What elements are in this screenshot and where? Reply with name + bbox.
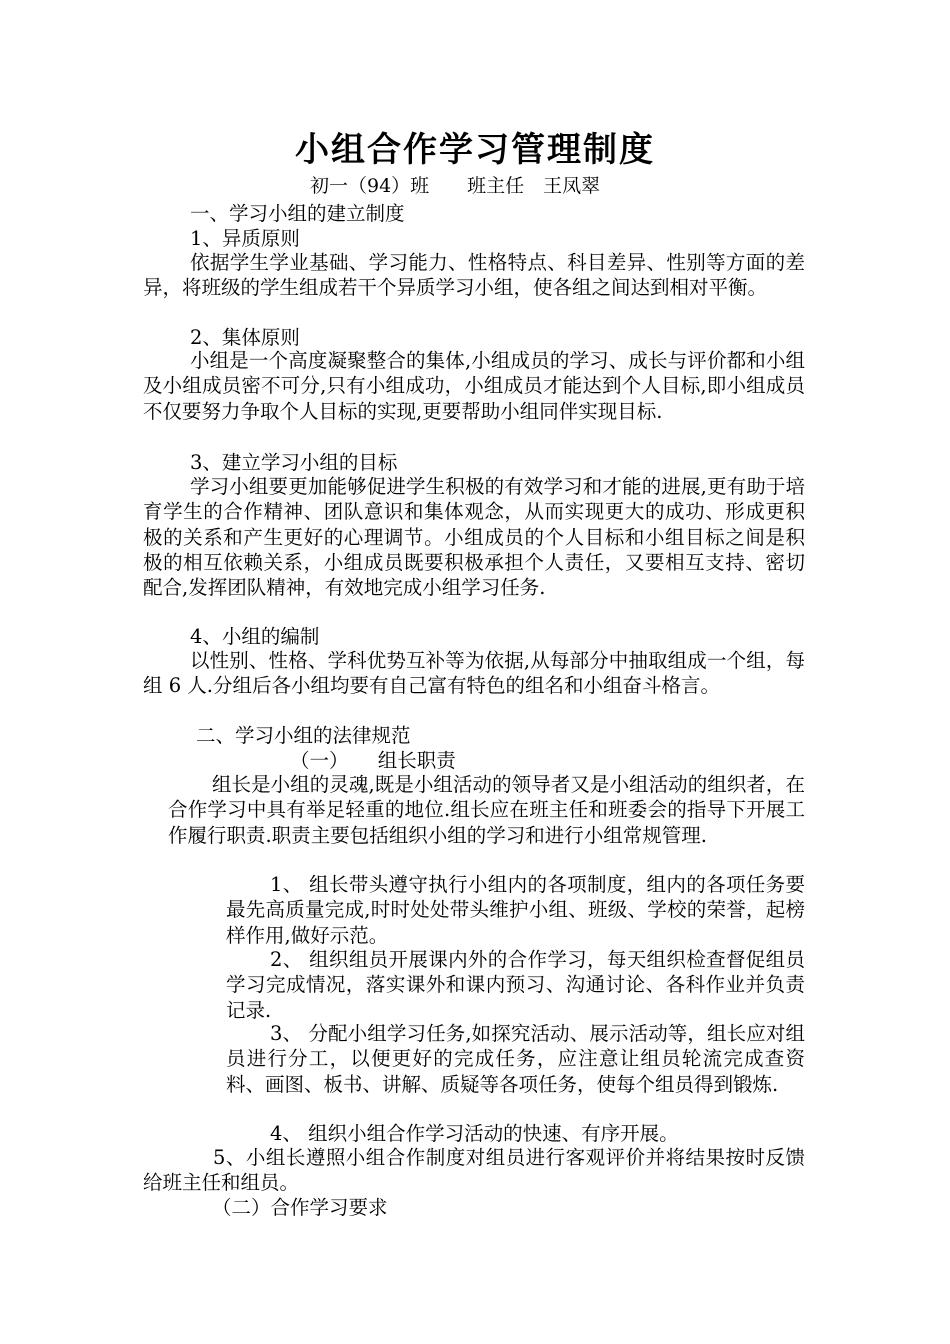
section2-heading: 二、学习小组的法律规范 xyxy=(196,724,411,747)
sub1-text: 组长是小组的灵魂,既是小组活动的领导者又是小组活动的组织者，在合作学习中具有举足轻重的地位.组长应在班主任和班委会的指导下开展工作履行职责.职责主要包括组织小组的学习和进行小组常规管理. xyxy=(168,773,805,847)
sub2-heading: （二）合作学习要求 xyxy=(212,1196,388,1219)
duty-item-1: 1、 组长带头遵守执行小组内的各项制度，组内的各项任务要最先高质量完成,时时处处带头维护小组、班级、学校的荣誉，起榜样作用,做好示范。 xyxy=(226,873,805,947)
section1-heading: 一、学习小组的建立制度 xyxy=(190,202,405,225)
s1-item1-text: 依据学生学业基础、学习能力、性格特点、科目差异、性别等方面的差异，将班级的学生组成若干个异质学习小组，使各组之间达到相对平衡。 xyxy=(143,251,805,300)
s1-item2-text: 小组是一个高度凝聚整合的集体,小组成员的学习、成长与评价都和小组及小组成员密不可分,只有小组成功，小组成员才能达到个人目标,即小组成员不仅要努力争取个人目标的实现,更要帮助小组同伴实现目标. xyxy=(143,349,805,423)
duty-item-3: 3、 分配小组学习任务,如探究活动、展示活动等，组长应对组员进行分工，以便更好的完成任务，应注意让组员轮流完成查资料、画图、板书、讲解、质疑等各项任务，使每个组员得到锻炼. xyxy=(226,1022,805,1096)
s1-item3-heading: 3、建立学习小组的目标 xyxy=(190,451,398,474)
duty-item-2: 2、 组织组员开展课内外的合作学习，每天组织检查督促组员学习完成情况，落实课外和课内预习、沟通讨论、各科作业并负责记录. xyxy=(226,948,805,1022)
s1-item1-heading: 1、异质原则 xyxy=(190,227,300,250)
s1-item3-text: 学习小组要更加能够促进学生积极的有效学习和才能的进展,更有助于培育学生的合作精神、团队意识和集体观念，从而实现更大的成功、形成更积极的关系和产生更好的心理调节。小组成员的个人目标和小组目标之间是积极的相互依赖关系，小组成员既要积极承担个人责任，又要相互支持、密切配合,发挥团队精神，有效地完成小组学习任务. xyxy=(143,475,805,600)
s1-item4-text: 以性别、性格、学科优势互补等为依据,从每部分中抽取组成一个组，每组 6 人.分组后各小组均要有自己富有特色的组名和小组奋斗格言。 xyxy=(143,649,805,698)
document-subtitle: 初一（94）班 班主任 王凤翠 xyxy=(310,175,601,197)
sub1-heading: （一） 组长职责 xyxy=(290,749,456,772)
duty-item-5: 5、小组长遵照小组合作制度对组员进行客观评价并将结果按时反馈给班主任和组员。 xyxy=(143,1146,805,1195)
document-title: 小组合作学习管理制度 xyxy=(295,130,655,170)
duty-item-4: 4、 组织小组合作学习活动的快速、有序开展。 xyxy=(270,1122,679,1145)
s1-item4-heading: 4、小组的编制 xyxy=(190,625,320,648)
s1-item2-heading: 2、集体原则 xyxy=(190,326,300,349)
